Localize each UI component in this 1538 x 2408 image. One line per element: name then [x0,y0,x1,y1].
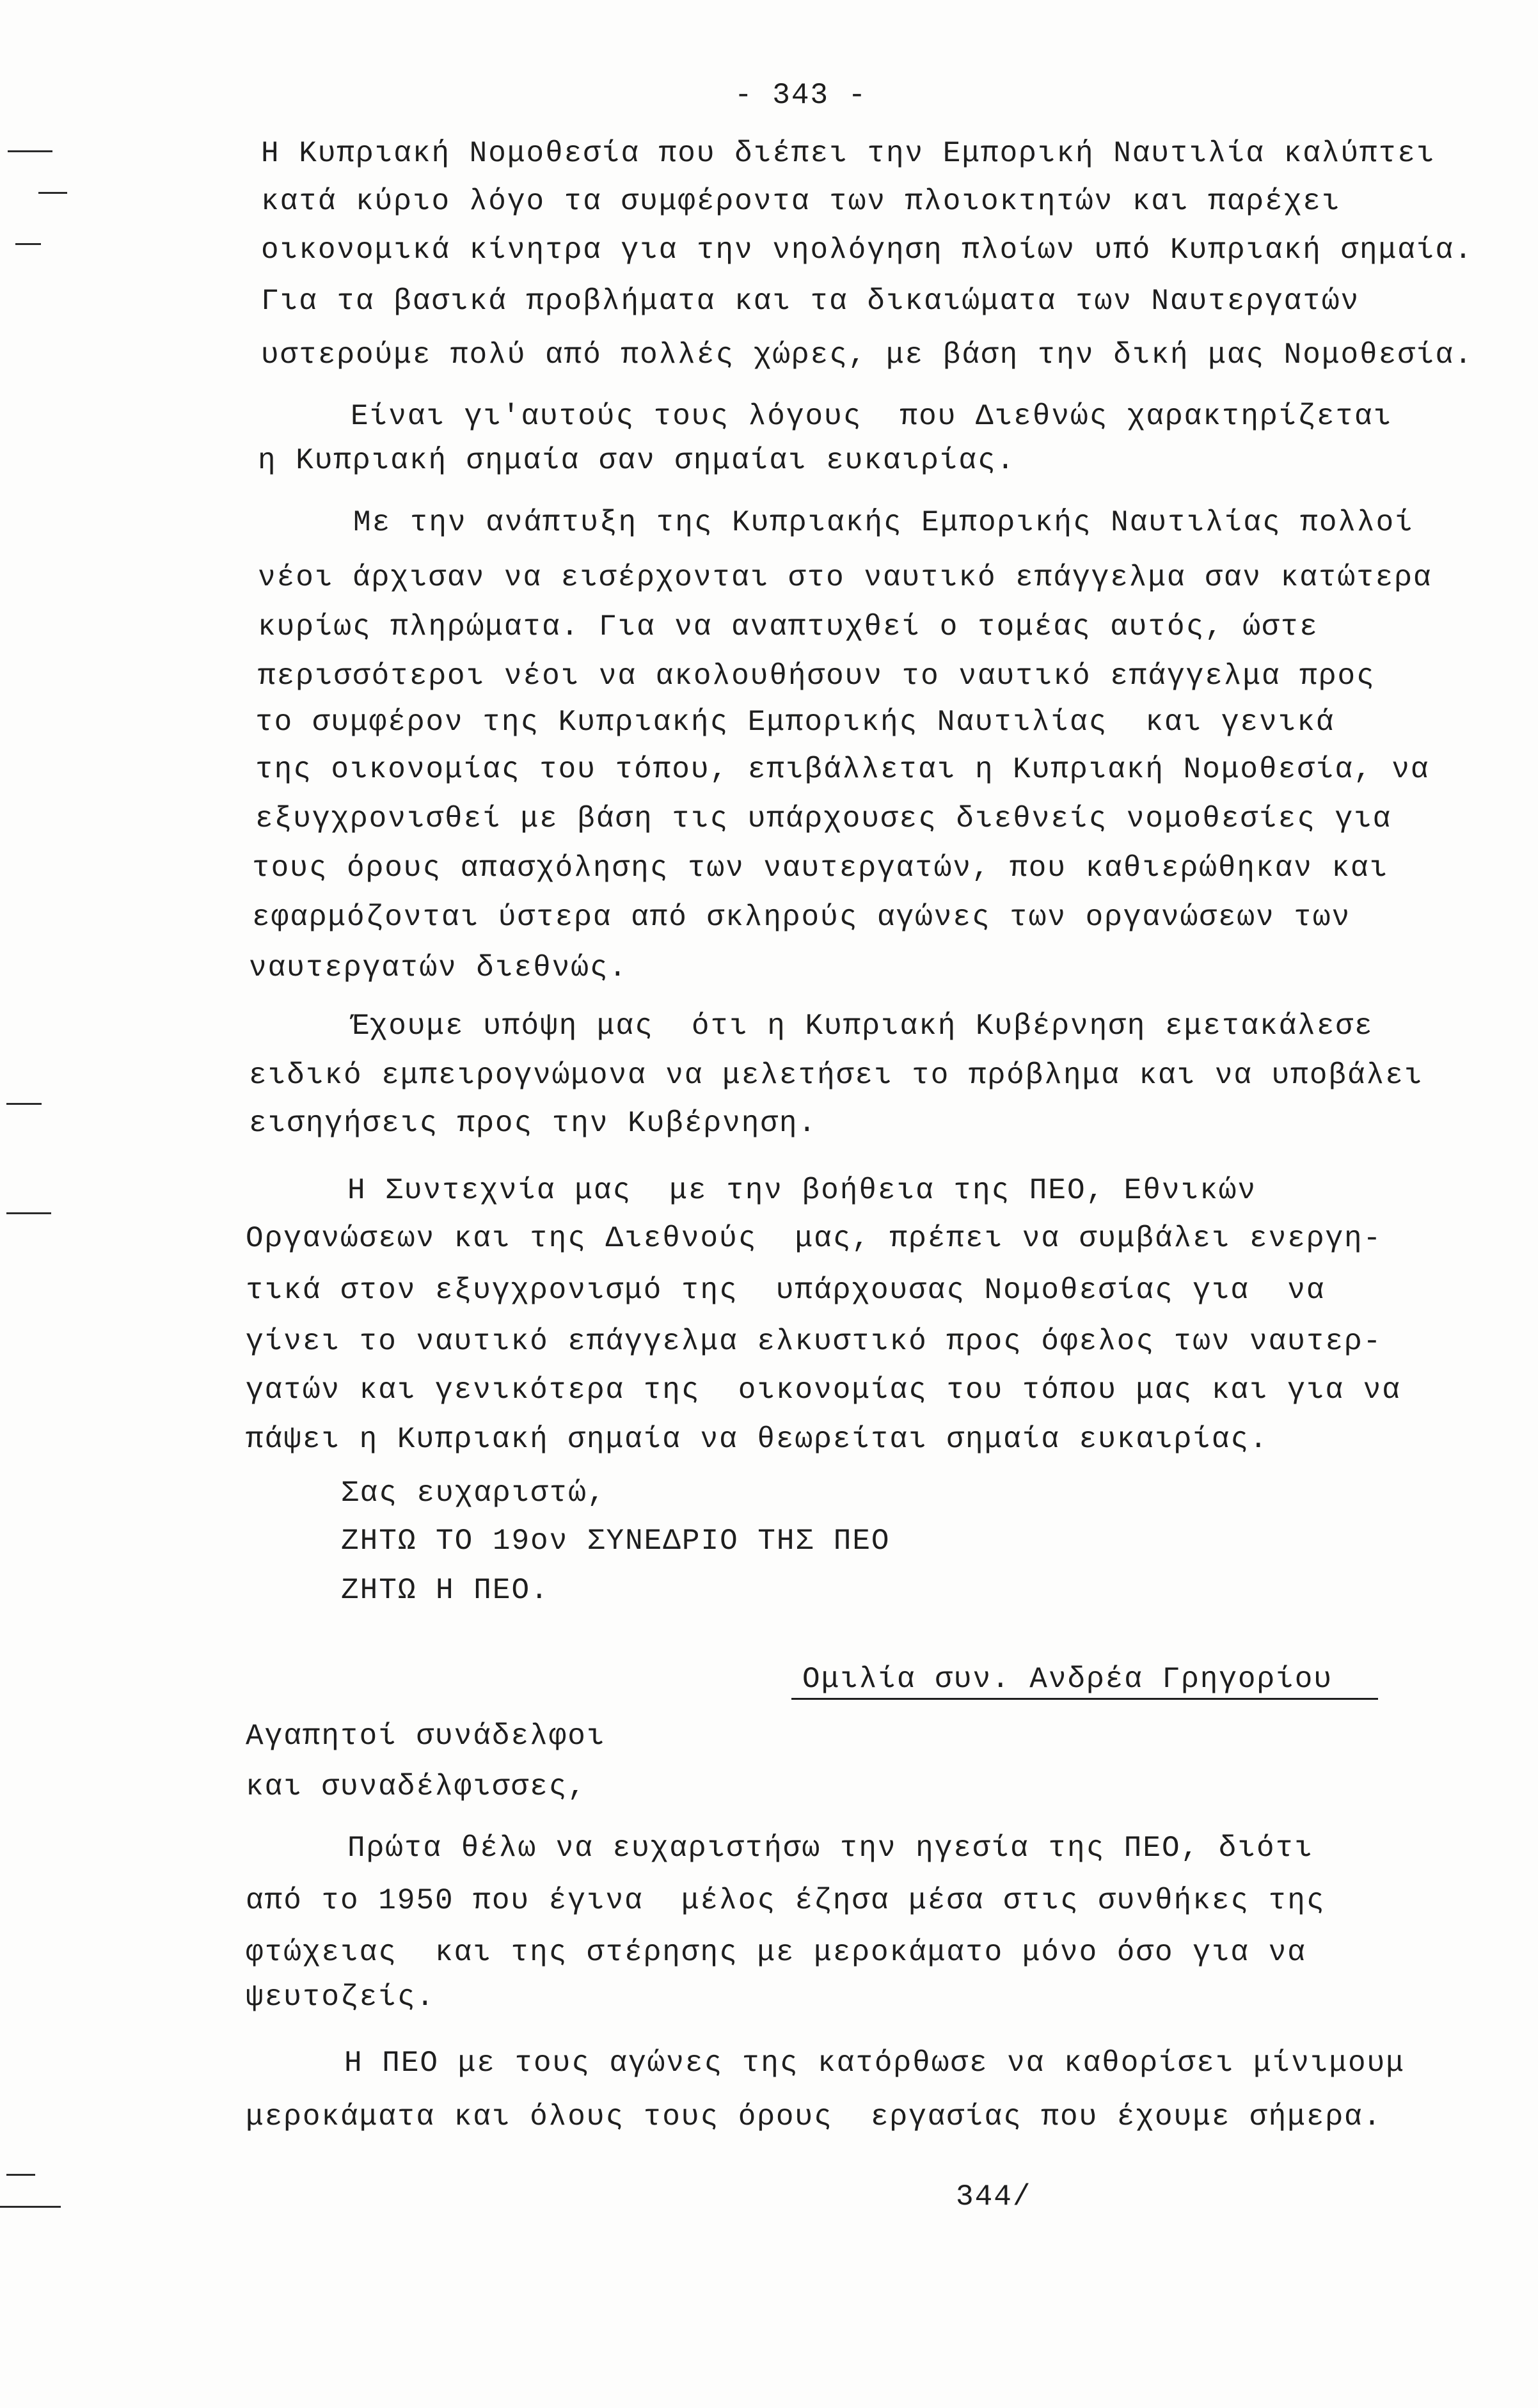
text-line: της οικονομίας του τόπου, επιβάλλεται η Κυπριακή Νομοθεσία, να [255,753,1430,786]
text-line: Πρώτα θέλω να ευχαριστήσω την ηγεσία της ΠΕΟ, διότι [347,1832,1313,1865]
page-number-header: - 343 - [734,79,868,112]
text-line: πάψει η Κυπριακή σημαία να θεωρείται σημαία ευκαιρίας. [246,1423,1269,1456]
closing-line: Σας ευχαριστώ, [341,1477,606,1510]
speech-heading: Ομιλία συν. Ανδρέα Γρηγορίου [802,1663,1333,1696]
text-line: Για τα βασικά προβλήματα και τα δικαιώματα των Ναυτεργατών [261,285,1360,318]
text-line: τους όρους απασχόλησης των ναυτεργατών, που καθιερώθηκαν και [252,852,1389,885]
salutation-line: και συναδέλφισσες, [246,1770,587,1803]
text-line: Η Κυπριακή Νομοθεσία που διέπει την Εμπορική Ναυτιλία καλύπτει [261,137,1436,170]
text-line: μεροκάματα και όλους τους όρους εργασίας που έχουμε σήμερα. [246,2100,1383,2134]
text-line: ψευτοζείς. [246,1981,436,2014]
text-line: ναυτεργατών διεθνώς. [249,951,628,985]
text-line: κυρίως πληρώματα. Για να αναπτυχθεί ο τομέας αυτός, ώστε [258,610,1319,644]
margin-mark [0,2206,61,2208]
text-line: τικά στον εξυγχρονισμό της υπάρχουσας Νομοθεσίας για να [246,1274,1326,1307]
text-line: κατά κύριο λόγο τα συμφέροντα των πλοιοκτητών και παρέχει [261,185,1341,218]
margin-mark [6,1212,51,1214]
text-line: Έχουμε υπόψη μας ότι η Κυπριακή Κυβέρνηση εμετακάλεσε [351,1010,1374,1043]
margin-mark [38,192,67,194]
margin-mark [6,2174,35,2176]
text-line: φτώχειας και της στέρησης με μεροκάματο μόνο όσο για να [246,1936,1306,1969]
text-line: Η ΠΕΟ με τους αγώνες της κατόρθωσε να καθορίσει μίνιμουμ [344,2047,1405,2080]
text-line: ειδικό εμπειρογνώμονα να μελετήσει το πρόβλημα και να υποβάλει [249,1059,1423,1092]
text-line: εξυγχρονισθεί με βάση τις υπάρχουσες διεθνείς νομοθεσίες για [255,802,1392,836]
text-line: η Κυπριακή σημαία σαν σημαίαι ευκαιρίας. [258,444,1016,477]
heading-underline [791,1698,1378,1700]
closing-line: ΖΗΤΩ Η ΠΕΟ. [341,1574,550,1607]
salutation-line: Αγαπητοί συνάδελφοι [246,1720,606,1753]
text-line: οικονομικά κίνητρα για την νηολόγηση πλοίων υπό Κυπριακή σημαία. [261,234,1473,267]
text-line: γίνει το ναυτικό επάγγελμα ελκυστικό προς όφελος των ναυτερ- [246,1325,1383,1358]
text-line: νέοι άρχισαν να εισέρχονται στο ναυτικό επάγγελμα σαν κατώτερα [258,561,1432,594]
text-line: υστερούμε πολύ από πολλές χώρες, με βάση την δική μας Νομοθεσία. [261,338,1473,372]
text-line: από το 1950 που έγινα μέλος έζησα μέσα στις συνθήκες της [246,1884,1326,1917]
text-line: Οργανώσεων και της Διεθνούς μας, πρέπει να συμβάλει ενεργη- [246,1222,1383,1255]
text-line: εφαρμόζονται ύστερα από σκληρούς αγώνες των οργανώσεων των [252,901,1351,934]
text-line: περισσότεροι νέοι να ακολουθήσουν το ναυτικό επάγγελμα προς [258,660,1375,693]
text-line: Η Συντεχνία μας με την βοήθεια της ΠΕΟ, Εθνικών [347,1174,1257,1207]
margin-mark [8,150,52,152]
margin-mark [15,243,41,245]
text-line: εισηγήσεις προς την Κυβέρνηση. [249,1107,818,1140]
text-line: Με την ανάπτυξη της Κυπριακής Εμπορικής Ναυτιλίας πολλοί [353,506,1414,539]
closing-line: ΖΗΤΩ ΤΟ 19ον ΣΥΝΕΔΡΙΟ ΤΗΣ ΠΕΟ [341,1525,891,1558]
next-page-reference: 344/ [956,2180,1032,2214]
text-line: γατών και γενικότερα της οικονομίας του τόπου μας και για να [246,1374,1401,1407]
margin-mark [6,1103,42,1105]
text-line: Είναι γι'αυτούς τους λόγους που Διεθνώς χαρακτηρίζεται [351,400,1393,433]
text-line: το συμφέρον της Κυπριακής Εμπορικής Ναυτιλίας και γενικά [255,706,1335,739]
